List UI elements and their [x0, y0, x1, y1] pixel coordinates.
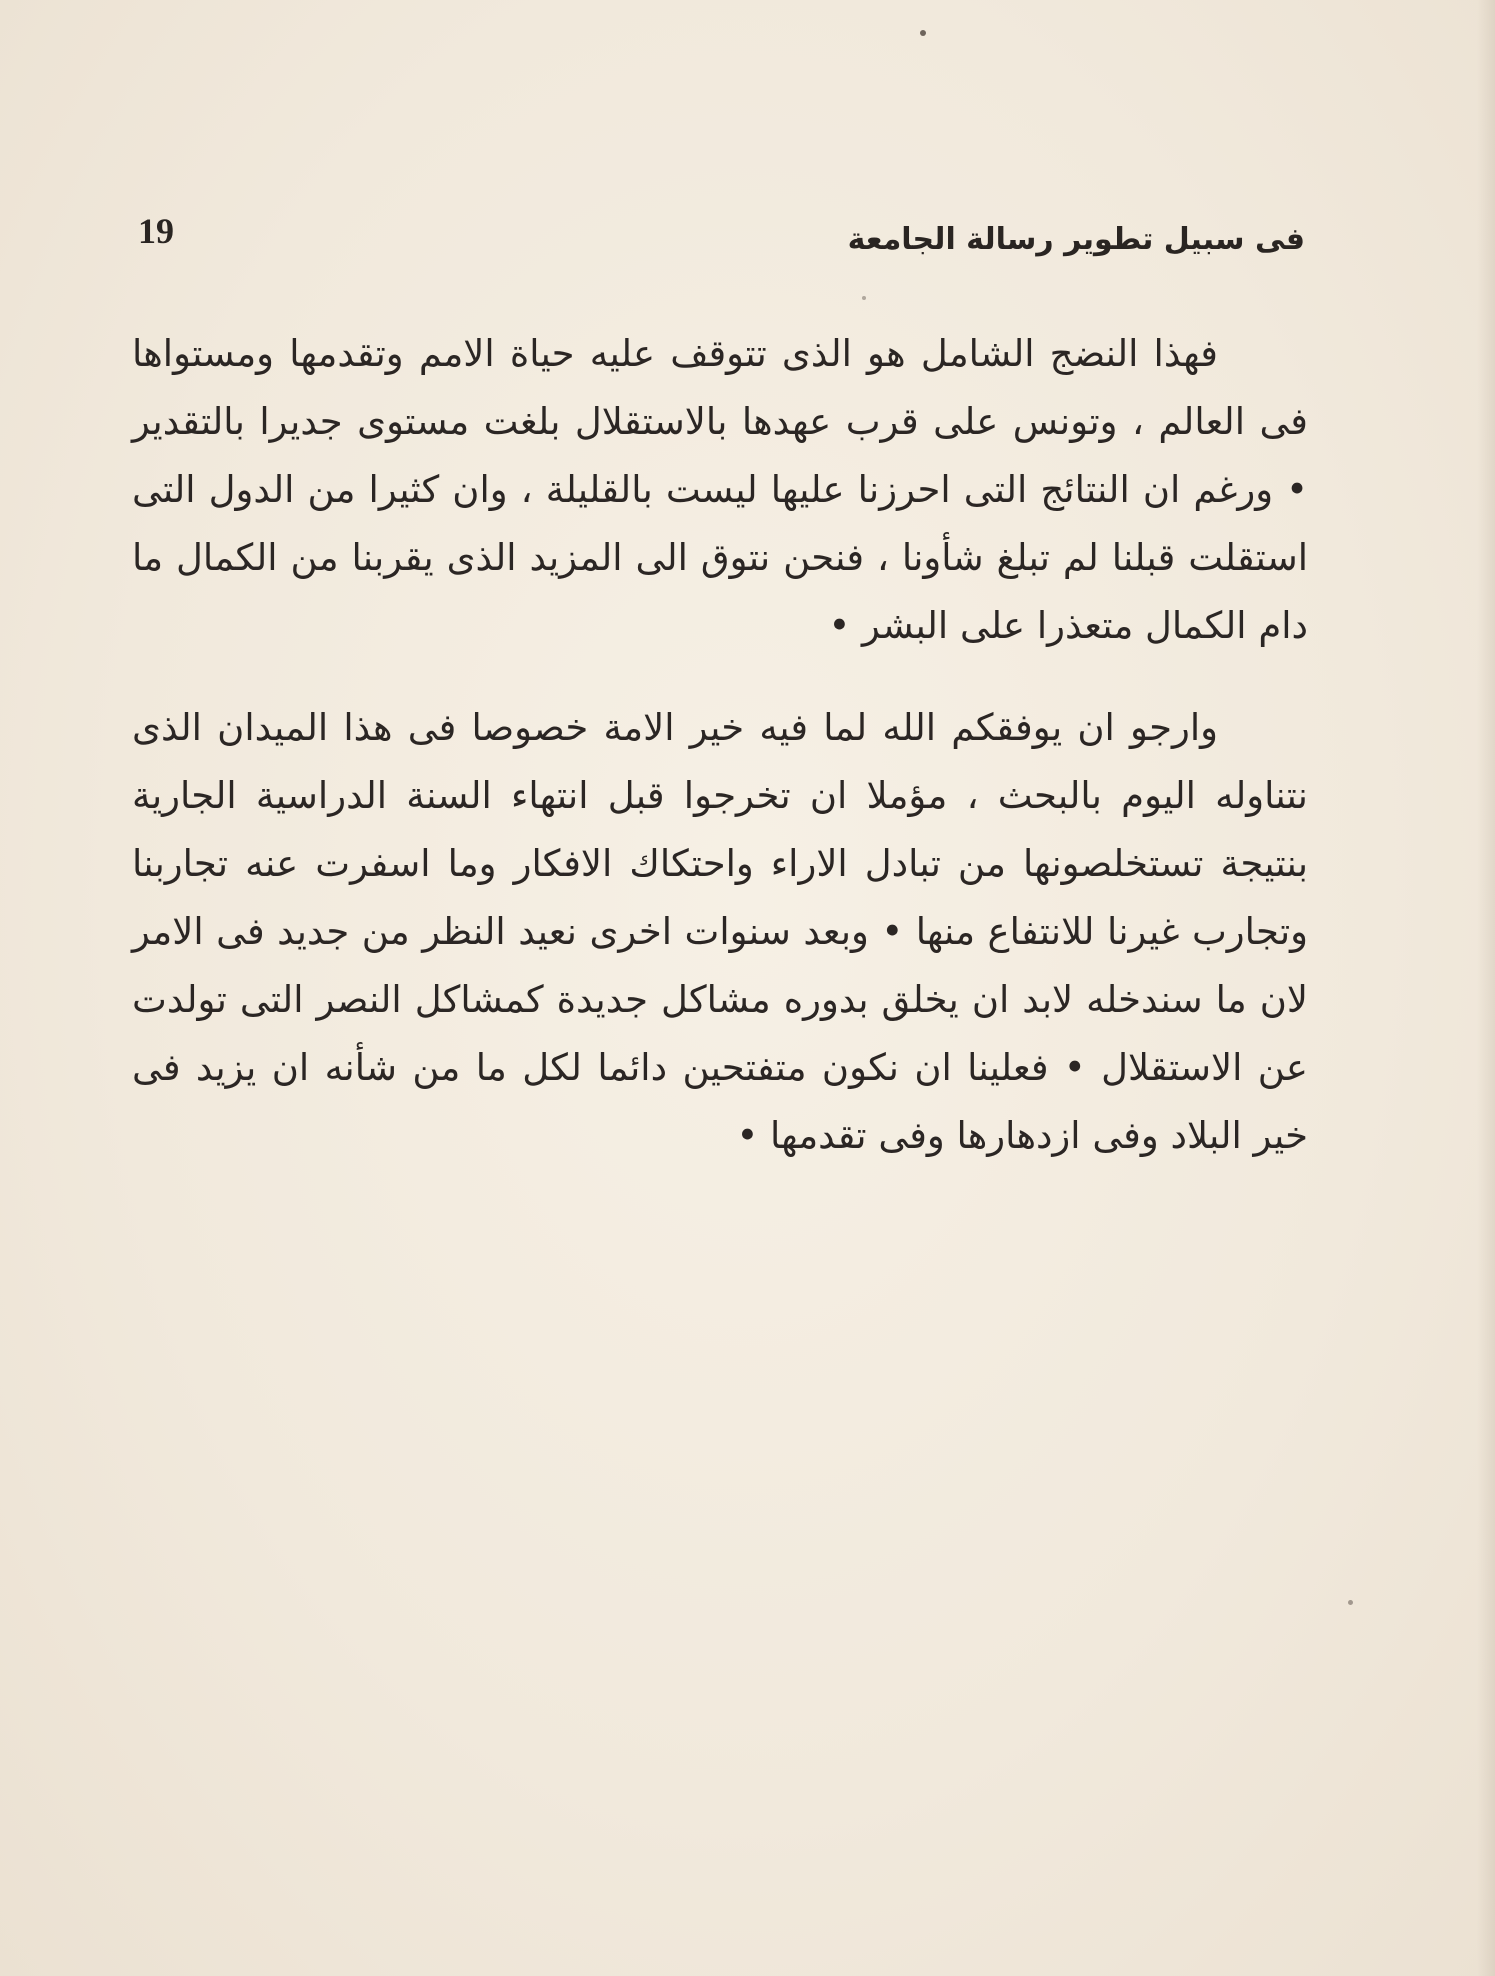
paragraph-2: وارجو ان يوفقكم الله لما فيه خير الامة خصوصا فى هذا الميدان الذى نتناوله اليوم بالبحث ، مؤملا ان تخرجوا قبل انتهاء السنة الدراسية الجارية بنتيجة تستخلصونها من تبادل الاراء واحتكاك الافكار وما اسفرت عنه تجاربنا وتجارب غيرنا للانتفاع منها • وبعد سنوات اخرى نعيد النظر من جديد فى الامر لان ما سندخله لابد ان يخلق بدوره مشاكل جديدة كمشاكل النصر التى تولدت عن الاستقلال • فعلينا ان نكون متفتحين دائما لكل ما من شأنه ان يزيد فى خير البلاد وفى ازدهارها وفى تقدمها • — [132, 706, 1308, 1157]
paper-speck — [920, 30, 926, 36]
paper-speck — [862, 296, 866, 300]
paragraph-1: فهذا النضج الشامل هو الذى تتوقف عليه حياة الامم وتقدمها ومستواها فى العالم ، وتونس على قرب عهدها بالاستقلال بلغت مستوى جديرا بالتقدير • ورغم ان النتائج التى احرزنا عليها ليست بالقليلة ، وان كثيرا من الدول التى استقلت قبلنا لم تبلغ شأونا ، فنحن نتوق الى المزيد الذى يقربنا من الكمال ما دام الكمال متعذرا على البشر • — [132, 332, 1308, 647]
running-header: فى سبيل تطوير رسالة الجامعة — [847, 222, 1305, 257]
page-edge-shadow — [1477, 0, 1495, 1976]
body-text — [132, 320, 1308, 1204]
paper-speck — [1348, 1600, 1353, 1605]
page-number: 19 — [138, 211, 174, 251]
